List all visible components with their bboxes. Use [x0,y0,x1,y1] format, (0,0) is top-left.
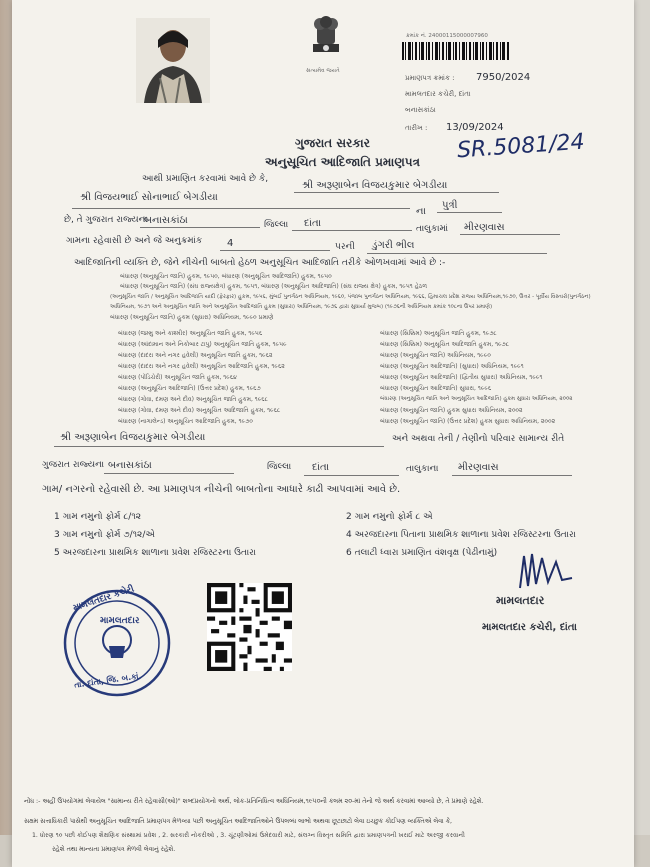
certificate-title: અનુસૂચિત આદિજાતિ પ્રમાણપત્ર [265,155,420,169]
basis-item: 4 અરજદારના પિતાના પ્રાથમિક શાળાના પ્રવેશ રજિસ્ટરના ઉતારા [346,530,576,540]
order-right: બંધારણ (સિક્કિમ) અનુસૂચિત જાતિ હુકમ, ૧૯૭૮ [380,330,497,337]
footer-note: નોંધ :- અહીં ઉપયોગમાં લેવાયેલ "સામાન્ય રીતે રહેવાસી(ઓ)" શબ્દપ્રયોગનો અર્થ, લોક-પ્રતિનિધિત્વ અધિનિયમ,૧૯૫૦ની કલમ ૨૦-માં તેનો જે અર્થ કરવામાં આવ્યો છે, તે પ્રમાણે રહેશે. [24,798,484,805]
residence-village: મીરણવાસ [458,462,499,473]
relation: પુત્રી [442,200,458,211]
basis-item: 3 ગામ નમુનો ફોર્મ ૭/૧૨/એ [54,530,155,540]
district-name: બનાસકાંઠા [144,215,188,226]
emblem-caption: સત્યમેવ જયતે [306,68,340,74]
father-name: શ્રી વિજયભાઈ સોનાભાઈ બેગડીયા [80,192,218,203]
taluka-label: તાલુકામાં [416,224,449,234]
name-repeat-suffix: અને અથવા તેની / તેણીનો પરિવાર સામાન્ય રીતે [392,434,565,444]
order-line: બંધારણ (અનુસૂચિત જાતિ) હુકમ, ૧૯૫૦, બંધારણ (અનુસૂચિત આદિજાતિ) હુકમ, ૧૯૫૦ [120,273,332,280]
order-right: બંધારણ (અનુસૂચિત જાતિ) હુકમ સુધારા અધિનિયમ, ૨૦૦૨ [380,407,523,414]
residence-district: બનાસકાંઠા [108,460,152,471]
stamp-top-text: મામલતદાર કચેરી [72,584,136,614]
order-right: બંધારણ (સિક્કિમ) અનુસૂચિત આદિજાતિ હુકમ, ૧૯૭૮ [380,341,510,348]
order-left: બંધારણ (પોંડિચેરી) અનુસૂચિત જાતિ હુકમ, ૧૯૬૪ [118,374,237,381]
village-name: મીરણવાસ [464,222,505,233]
order-right: બંધારણ (અનુસૂચિત જાતિ) (ઉત્તર પ્રદેશ) હુકમ સુધારા અધિનિયમ, ૨૦૦૨ [380,418,556,425]
order-right: બંધારણ (અનુસૂચિત આદિજાતિ) (દ્વિતીય સુધારા) અધિનિયમ, ૧૯૯૧ [380,374,543,381]
issue-date: 13/09/2024 [446,122,504,133]
order-line: બંધારણ (અનુસૂચિત જાતિ) હુકમ (સુધારા) અધિનિયમ, ૧૯૯૦ પ્રમાણે [110,314,274,321]
order-left: બંધારણ (નાગાલેન્ડ) અનુસૂચિત આદિજાતિ હુકમ, ૧૯૭૦ [118,418,253,425]
tribe-name: ડુંગરી ભીલ [372,240,415,251]
residence-line: ગામ/ નગરનો રહેવાસી છે. આ પ્રમાણપત્ર નીચેની બાબતોના આધારે કાઢી આપવામાં આવે છે. [42,484,401,495]
order-left: બંધારણ (ગોવા, દમણ અને દીવ) અનુસૂચિત જાતિ હુકમ, ૧૯૬૮ [118,396,268,403]
order-line: બંધારણ (અનુસૂચિત જાતિ) (સંઘ રાજ્યક્ષેત્ર) હુકમ, ૧૯૫૧, બંધારણ (અનુસૂચિત આદિજાતિ) (સંઘ રાજ્ય ક્ષેત્ર) હુકમ, ૧૯૫૧ હેઠળ [120,283,428,290]
recognition-text: આદિજાતિની વ્યક્તિ છે, જેને નીચેની બાબતો હેઠળ અનુસૂચિત આદિજાતિ તરીકે ઓળખવામાં આવે છે :- [74,258,446,268]
order-left: બંધારણ (દાદરા અને નગર હવેલી) અનુસૂચિત આદિજાતિ હુકમ, ૧૯૬૨ [118,363,285,370]
certificate-page [12,0,634,867]
residence-taluka: દાંતા [312,462,330,473]
certificate-number-label: પ્રમાણપત્ર ક્રમાંક : [405,74,455,82]
government-title: ગુજરાત સરકાર [295,136,370,150]
residence-taluka-label: તાલુકાના [406,464,439,474]
basis-item: 2 ગામ નમુનો ફોર્મ ૮ એ [346,512,433,522]
order-line: (અનુસૂચિત જાતિ / અનુસૂચિત આદિજાતિ યાદી (ફેરફાર) હુકમ, ૧૯૫૬, મુંબઈ પુનર્ગઠન અધિનિયમ, ૧૯૬૦, પંજાબ પુનર્ગઠન અધિનિયમ, ૧૯૬૬, હિમાચલ પ્રદેશ રાજ્ય અધિનિયમ,૧૯૭૦, ઉત્તર - પૂર્વીય વિસ્તારો(પુનર્ગઠન) [110,294,591,300]
relation-label: ના [416,206,426,217]
order-left: બંધારણ (ગોવા, દમણ અને દીવ) અનુસૂચિત આદિજાતિ હુકમ, ૧૯૬૮ [118,407,281,414]
stamp-mid-text: મામલતદાર [100,616,140,626]
header-office: મામલતદાર કચેરી, દાંતા [405,90,471,98]
order-left: બંધારણ (જમ્મુ અને કાશ્મીર) અનુસૂચિત જાતિ હુકમ, ૧૯૫૬ [118,330,263,337]
emblem-icon [305,14,347,66]
applicant-name: શ્રી અરૂણાબેન વિજયકુમાર બેગડીયા [302,180,448,191]
state-text: છે, તે ગુજરાત રાજ્યના [64,215,148,225]
name-repeat: શ્રી અરૂણાબેન વિજયકુમાર બેગડીયા [60,432,206,443]
date-label: તારીખ : [405,124,428,132]
order-line: અધિનિયમ, ૧૯૭૧ અને અનુસૂચિત જાતિ અને અનુસૂચિત આદિજાતિ હુકમ (સુધારા) અધિનિયમ, ૧૯૭૬ દ્વારા સુધાર્યા મુજબ) (૧૯૭૬ની અધિનિયમ ક્રમાંક ૧૦૮ના ઉપર પ્રમાણે) [110,304,493,310]
serial-mid: પરની [335,242,355,252]
order-left: બંધારણ (અનુસૂચિત આદિજાતિ) (ઉત્તર પ્રદેશ) હુકમ, ૧૯૬૭ [118,385,261,392]
qr-code[interactable] [207,583,292,671]
order-right: બંધારણ (અનુસૂચિત આદિજાતિ) (સુધારા) અધિનિયમ, ૧૯૯૧ [380,363,524,370]
handwritten-reference: SR.5081/24 [456,129,586,164]
signature-office: મામલતદાર કચેરી, દાંતા [482,622,577,633]
barcode [402,42,510,60]
footer-line: રહેશે તથા માન્યતા પ્રમાણપત્ર મેળવી લેવાનું રહેશે. [52,846,176,853]
serial-number: ક્રમાંક નં. 24000115000007960 [406,33,488,39]
header-district: બનાસકાંઠા [405,106,436,114]
district-label: જિલ્લા [264,220,289,230]
serial-text: ગામના રહેવાસી છે અને જે અનુક્રમાંક [66,236,203,246]
applicant-photo [136,18,210,103]
signature-mark [512,548,582,596]
residence-state: ગુજરાત રાજ્યના [42,460,105,470]
signature-designation: મામલતદાર [496,594,545,607]
body-intro: આથી પ્રમાણિત કરવામાં આવે છે કે, [142,174,269,184]
order-right: બંધારણ (અનુસૂચિત જાતિ અને અનુસૂચિત આદિજાતિ) હુકમ સુધારા અધિનિયમ, ૨૦૦૨ [380,396,573,402]
footer-line: 1. ધોરણ ૧૦ પછી કોઈપણ શૈક્ષણિક સંસ્થામાં પ્રવેશ , 2. સરકારી નોકરીઓ , 3. ચૂંટણીઓમાં ઉમેદવારી માટે, સંલગ્ન વિસ્તૃત સમિતિ દ્વારા પ્રમાણપત્રની ખરાઈ માટે અરજી કરવાની [32,832,465,839]
basis-item: 6 તલાટી ધ્વારા પ્રમાણિત વંશવૃક્ષ (પેઢીનામું) [346,548,498,558]
order-left: બંધારણ (દાદરા અને નગર હવેલી) અનુસૂચિત જાતિ હુકમ, ૧૯૬૨ [118,352,273,359]
basis-item: 1 ગામ નમુનો ફોર્મ ૮/૧૨ [54,512,142,522]
schedule-serial: 4 [227,238,234,249]
order-right: બંધારણ (અનુસૂચિત જાતિ) અધિનિયમ, ૧૯૯૦ [380,352,491,359]
footer-line: સક્ષમ સત્તાધિકારી પાસેથી અનુસૂચિત આદિજાતિ પ્રમાણપત્ર મેળવ્યા પછી અનુસૂચિત આદિજાતિઓને ઉપલબ્ધ લાભો અથવા છૂટછાટો લેવા ઇચ્છુક કોઈપણ વ્યક્તિએ લેવા કે, [24,818,453,825]
certificate-number: 7950/2024 [476,72,531,83]
basis-item: 5 અરજદારના પ્રાથમિક શાળાના પ્રવેશ રજિસ્ટરના ઉતારા [54,548,257,558]
taluka-name: દાંતા [304,218,322,229]
stamp-bottom-text: તા. દાંતા, જિ. બ.કાં. [73,671,143,690]
order-right: બંધારણ (અનુસૂચિત આદિજાતિ) સુધારા, ૧૯૯૬ [380,385,492,392]
residence-district-label: જિલ્લા [267,462,292,472]
order-left: બંધારણ (આંદામાન અને નિકોબાર ટાપુ) અનુસૂચિત જાતિ હુકમ, ૧૯૫૯ [118,341,287,348]
